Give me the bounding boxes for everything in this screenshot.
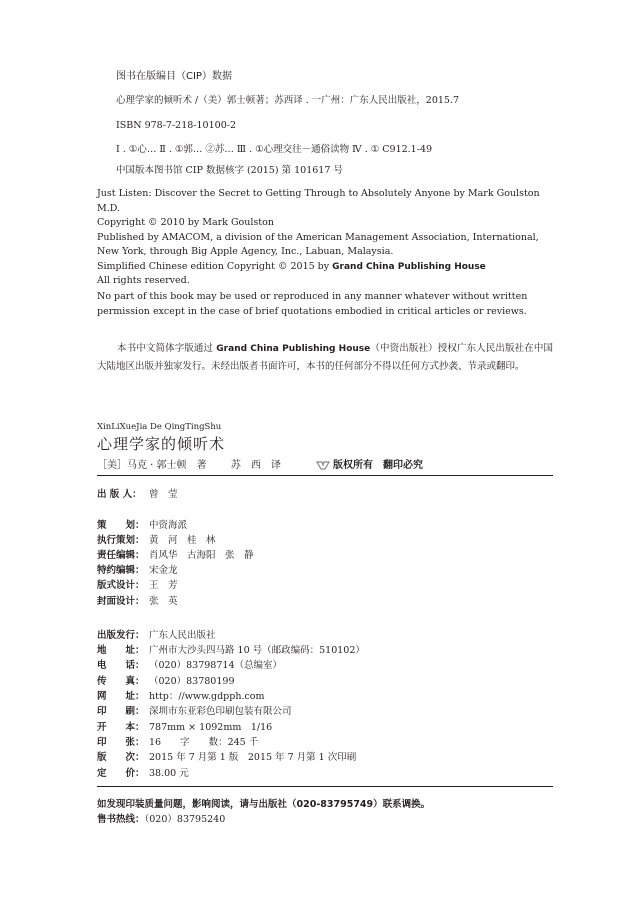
field-value: 王 芳 bbox=[149, 580, 178, 591]
rights-notice: 版权所有 翻印必究 bbox=[316, 456, 423, 471]
publication-row bbox=[97, 688, 265, 702]
english-notice: No part of this book may be used or reproduced in any manner whatever without written permission except in the case of brief quotations embodied in critical articles or reviews. bbox=[97, 291, 528, 317]
field-label: 出版发行： bbox=[97, 630, 145, 641]
english-title-line: Just Listen: Discover the Secret to Getting Through to Absolutely Anyone by Mark Goulston M.D. bbox=[97, 188, 540, 214]
field-label: 印 刷： bbox=[97, 706, 145, 717]
field-value: 张 英 bbox=[149, 596, 178, 607]
field-value: http：//www.gdpph.com bbox=[149, 691, 265, 702]
publication-row bbox=[97, 642, 365, 656]
field-value: 宋金龙 bbox=[149, 565, 178, 576]
publication-row bbox=[97, 657, 282, 671]
english-copyright-block bbox=[97, 187, 553, 289]
divider-bottom bbox=[97, 786, 553, 787]
quality-notice: 如发现印装质量问题，影响阅读，请与出版社（020-83795749）联系调换。 bbox=[97, 799, 431, 810]
field-value: 787mm × 1092mm 1/16 bbox=[149, 722, 273, 733]
field-label: 地 址： bbox=[97, 645, 145, 656]
credit-row bbox=[97, 593, 178, 607]
field-value: 2015 年 7 月第 1 版 2015 年 7 月第 1 次印刷 bbox=[149, 752, 357, 763]
field-value: 16 字 数：245 千 bbox=[149, 737, 259, 748]
publication-row bbox=[97, 734, 258, 748]
field-label: 封面设计： bbox=[97, 596, 145, 607]
field-value: 黄 河 桂 林 bbox=[149, 535, 216, 546]
field-label: 电 话： bbox=[97, 660, 145, 671]
credit-row bbox=[97, 577, 178, 591]
hotline-value: （020）83795240 bbox=[144, 814, 226, 825]
field-label: 网 址： bbox=[97, 691, 145, 702]
field-value: 曾 莹 bbox=[149, 489, 178, 500]
divider-top bbox=[97, 475, 553, 476]
publication-row bbox=[97, 627, 216, 641]
field-label: 特约编辑： bbox=[97, 565, 145, 576]
field-label: 责任编辑： bbox=[97, 550, 145, 561]
field-value: （020）83798714（总编室） bbox=[149, 660, 282, 671]
author-row bbox=[97, 456, 281, 471]
cip-title-line: 心理学家的倾听术 /（美）郭士顿著；苏西译 . 一广州：广东人民出版社，2015.7 bbox=[116, 95, 460, 106]
field-label: 开 本： bbox=[97, 722, 145, 733]
hotline-row bbox=[97, 811, 225, 825]
book-translator: 苏 西 译 bbox=[230, 460, 281, 471]
credit-row bbox=[97, 547, 254, 561]
chinese-notice: 本书中文简体字版通过 Grand China Publishing House（中资出版社）授权广东人民出版社在中国大陆地区出版并独家发行。未经出版者书面许可，本书的任何部分不得以任何方式抄袭、节录或翻印。 bbox=[97, 343, 553, 372]
book-title: 心理学家的倾听术 bbox=[97, 435, 226, 453]
field-value: 广东人民出版社 bbox=[149, 630, 216, 641]
book-pinyin: XinLiXueJia De QingTingShu bbox=[97, 422, 222, 432]
field-value: （020）83780199 bbox=[149, 676, 235, 687]
field-label: 版 次： bbox=[97, 752, 145, 763]
field-value: 38.00 元 bbox=[149, 768, 189, 779]
credit-row bbox=[97, 517, 187, 531]
field-value: 中资海派 bbox=[149, 520, 188, 531]
cip-isbn: ISBN 978-7-218-10100-2 bbox=[116, 120, 236, 131]
publication-row bbox=[97, 749, 356, 763]
field-value: 肖风华 古海阳 张 静 bbox=[149, 550, 254, 561]
publication-row bbox=[97, 673, 235, 687]
field-label: 定 价： bbox=[97, 768, 145, 779]
book-author: ［美］马克 · 郭士顿 著 bbox=[97, 460, 207, 471]
cip-classification: Ⅰ . ①心… Ⅱ . ①郭… ②苏… Ⅲ . ①心理交往－通俗读物 Ⅳ . ① C912.1-49 bbox=[116, 144, 433, 155]
hotline-label: 售书热线： bbox=[97, 814, 145, 825]
publisher-logo-icon bbox=[316, 460, 330, 470]
credit-row bbox=[97, 532, 216, 546]
english-copyright-line: Copyright © 2010 by Mark Goulston bbox=[97, 217, 274, 228]
field-value: 深圳市东亚彩色印刷包装有限公司 bbox=[149, 706, 292, 717]
field-label: 出 版 人： bbox=[97, 489, 142, 500]
publication-row bbox=[97, 765, 189, 779]
english-published-line: Published by AMACOM, a division of the American Management Association, International, New York, through Big Apple Agency, Inc., Labuan, Malaysia. bbox=[97, 231, 539, 257]
grand-china-name-cn: Grand China Publishing House bbox=[216, 344, 371, 354]
publication-row bbox=[97, 719, 272, 733]
field-label: 传 真： bbox=[97, 676, 145, 687]
cip-heading: 图书在版编目（CIP）数据 bbox=[116, 71, 232, 82]
english-simplified-line: Simplified Chinese edition Copyright © 2015 by Grand China Publishing House bbox=[97, 260, 486, 272]
cip-number: 中国版本图书馆 CIP 数据核字 (2015) 第 101617 号 bbox=[116, 165, 343, 176]
field-value: 广州市大沙头四马路 10 号（邮政编码：510102） bbox=[149, 645, 365, 656]
publication-row bbox=[97, 703, 292, 717]
publisher-person-row bbox=[97, 486, 178, 500]
english-rights-line: All rights reserved. bbox=[97, 275, 190, 286]
field-label: 版式设计： bbox=[97, 580, 145, 591]
credit-row bbox=[97, 562, 178, 576]
field-label: 策 划： bbox=[97, 520, 145, 531]
field-label: 执行策划： bbox=[97, 535, 145, 546]
grand-china-name: Grand China Publishing House bbox=[332, 261, 486, 272]
field-label: 印 张： bbox=[97, 737, 145, 748]
